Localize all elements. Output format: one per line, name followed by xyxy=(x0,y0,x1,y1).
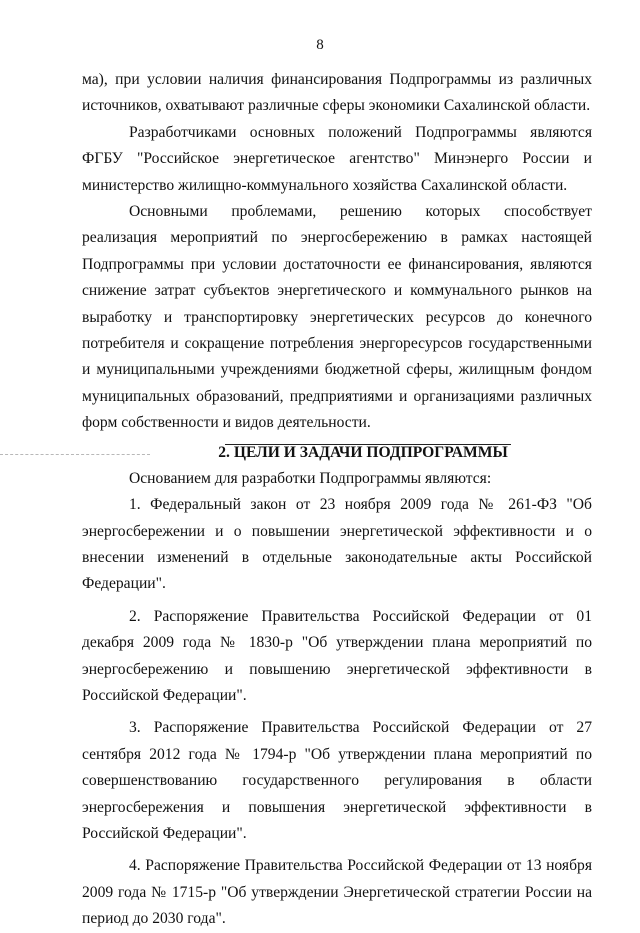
page-number: 8 xyxy=(316,37,324,53)
section-heading: 2. ЦЕЛИ И ЗАДАЧИ ПОДПРОГРАММЫ xyxy=(218,443,508,461)
list-item: 4. Распоряжение Правительства Российской Федерации от 13 ноября 2009 года № 1715-р "Об утверждении Энергетической стратегии России на период до 2030 года". xyxy=(82,857,592,928)
document-body xyxy=(82,67,592,933)
paragraph-continuation: ма), при условии наличия финансирования Подпрограммы из различных источников, охватывают различные сферы экономики Сахалинской области. xyxy=(82,71,592,115)
heading-underline xyxy=(225,444,511,445)
section-intro: Основанием для разработки Подпрограммы являются: xyxy=(129,469,492,487)
margin-dash-line xyxy=(0,454,150,455)
list-item: 2. Распоряжение Правительства Российской Федерации от 01 декабря 2009 года № 1830-р "Об утверждении плана мероприятий по энергосбережению и повышению энергетической эффективности в Российской Федерации". xyxy=(82,607,592,704)
paragraph-developers: Разработчиками основных положений Подпрограммы являются ФГБУ "Российское энергетическое агентство" Минэнерго России и министерство жилищно-коммунального хозяйства Сахалинской области. xyxy=(82,123,592,194)
paragraph-main-problems: Основными проблемами, решению которых способствует реализация мероприятий по энергосбережению в рамках настоящей Подпрограммы при условии достаточности ее финансирования, являются снижение затрат субъектов энергетического и коммунального рынков на выработку и транспортировку энергетических ресурсов до конечного потребителя и сокращение потребления энергоресурсов государственными и муниципальными учреждениями бюджетной сферы, жилищным фондом муниципальных образований, предприятиями и организациями различных форм собственности и видов деятельности. xyxy=(82,203,592,432)
list-item: 3. Распоряжение Правительства Российской Федерации от 27 сентября 2012 года № 1794-р "Об утверждении плана мероприятий по совершенствованию государственного регулирования в области энергосбережения и повышения энергетической эффективности в Российской Федерации". xyxy=(82,719,592,842)
list-item: 1. Федеральный закон от 23 ноября 2009 года № 261-ФЗ "Об энергосбережении и о повышении энергетической эффективности и о внесении изменений в отдельные законодательные акты Российской Федерации". xyxy=(82,496,592,593)
